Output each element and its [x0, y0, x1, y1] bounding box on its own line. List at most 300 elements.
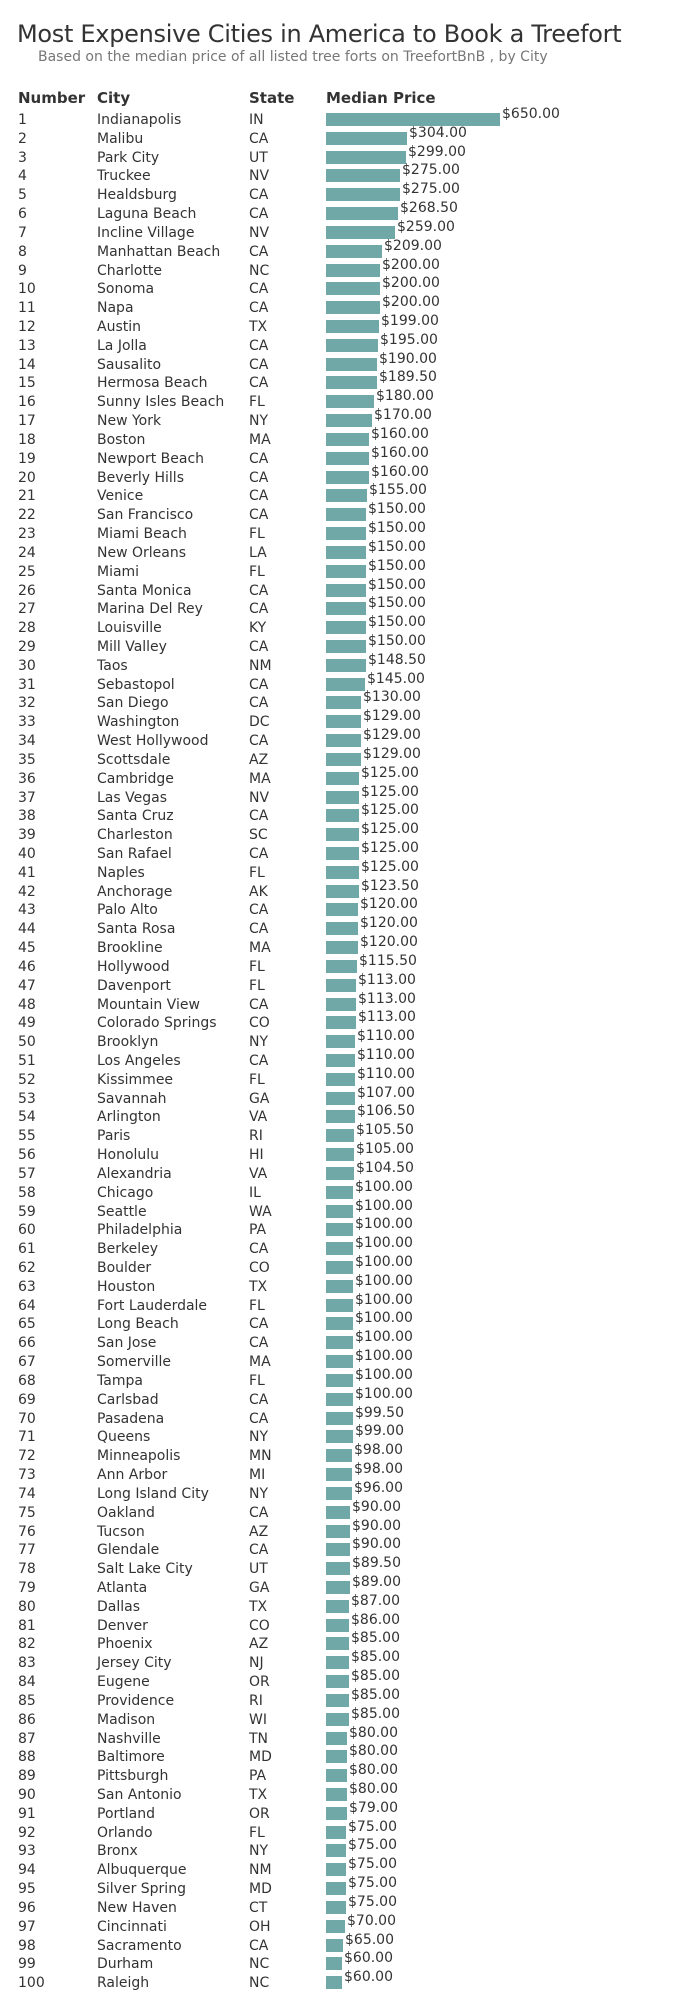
- bar-value-label: $75.00: [348, 1893, 397, 1910]
- row-number: 76: [18, 1523, 36, 1540]
- row-city: Fort Lauderdale: [97, 1297, 208, 1314]
- bar-mark: [326, 207, 398, 220]
- row-number: 53: [18, 1090, 36, 1107]
- bar-value-label: $150.00: [368, 520, 426, 537]
- row-state: CA: [249, 582, 269, 599]
- row-number: 62: [18, 1260, 36, 1277]
- row-city: Oakland: [97, 1504, 155, 1521]
- bar-mark: [326, 546, 366, 559]
- row-city: Pasadena: [97, 1410, 165, 1427]
- row-number: 31: [18, 676, 36, 693]
- bar-mark: [326, 621, 366, 634]
- row-city: Savannah: [97, 1090, 167, 1107]
- bar-mark: [326, 245, 382, 258]
- bar-value-label: $100.00: [355, 1310, 413, 1327]
- row-number: 8: [18, 243, 27, 260]
- row-state: CA: [249, 1241, 269, 1258]
- row-state: FL: [249, 958, 265, 975]
- row-number: 98: [18, 1937, 36, 1954]
- bar-mark: [326, 1468, 352, 1481]
- row-state: CA: [249, 507, 269, 524]
- row-state: VA: [249, 1109, 268, 1126]
- row-number: 11: [18, 300, 36, 317]
- row-city: Truckee: [97, 168, 151, 185]
- bar-value-label: $70.00: [347, 1912, 396, 1929]
- row-city: Pittsburgh: [97, 1768, 169, 1785]
- row-state: CA: [249, 337, 269, 354]
- bar-mark: [326, 1167, 354, 1180]
- row-number: 61: [18, 1241, 36, 1258]
- bar-value-label: $75.00: [348, 1875, 397, 1892]
- bar-value-label: $145.00: [367, 670, 425, 687]
- row-number: 63: [18, 1278, 36, 1295]
- row-city: Berkeley: [97, 1241, 158, 1258]
- column-header-number: Number: [18, 89, 86, 107]
- row-state: NY: [249, 1485, 269, 1502]
- row-number: 2: [18, 130, 27, 147]
- bar-mark: [326, 1148, 354, 1161]
- bar-mark: [326, 320, 379, 333]
- row-city: Sebastopol: [97, 676, 175, 693]
- row-state: NJ: [249, 1655, 264, 1672]
- row-number: 33: [18, 714, 36, 731]
- row-number: 43: [18, 902, 36, 919]
- bar-mark: [326, 376, 377, 389]
- row-state: FL: [249, 1824, 265, 1841]
- row-city: Napa: [97, 300, 134, 317]
- bar-value-label: $100.00: [355, 1366, 413, 1383]
- row-city: Mountain View: [97, 996, 200, 1013]
- bar-mark: [326, 1788, 347, 1801]
- row-state: CA: [249, 1316, 269, 1333]
- row-city: Marina Del Rey: [97, 601, 203, 618]
- row-city: Queens: [97, 1429, 151, 1446]
- row-state: NV: [249, 789, 270, 806]
- bar-value-label: $90.00: [352, 1498, 401, 1515]
- bar-value-label: $100.00: [355, 1329, 413, 1346]
- bar-value-label: $98.00: [354, 1461, 403, 1478]
- bar-mark: [326, 998, 356, 1011]
- bar-mark: [326, 1355, 353, 1368]
- row-number: 24: [18, 544, 36, 561]
- row-state: TN: [249, 1730, 269, 1747]
- bar-mark: [326, 1844, 346, 1857]
- bar-mark: [326, 979, 356, 992]
- row-city: Cambridge: [97, 770, 174, 787]
- row-state: AZ: [249, 751, 269, 768]
- row-number: 88: [18, 1749, 36, 1766]
- row-city: Orlando: [97, 1824, 153, 1841]
- bar-value-label: $90.00: [352, 1536, 401, 1553]
- row-city: Houston: [97, 1278, 156, 1295]
- bar-value-label: $160.00: [371, 444, 429, 461]
- bar-mark: [326, 828, 359, 841]
- row-number: 47: [18, 977, 36, 994]
- bar-mark: [326, 1957, 342, 1970]
- bar-value-label: $120.00: [360, 896, 418, 913]
- bar-value-label: $98.00: [354, 1442, 403, 1459]
- bar-mark: [326, 584, 366, 597]
- bar-value-label: $200.00: [382, 275, 440, 292]
- row-state: CA: [249, 1504, 269, 1521]
- row-state: AZ: [249, 1636, 269, 1653]
- row-number: 7: [18, 224, 27, 241]
- row-number: 38: [18, 808, 36, 825]
- row-state: CA: [249, 488, 269, 505]
- row-number: 100: [18, 1975, 45, 1992]
- bar-value-label: $180.00: [376, 388, 434, 405]
- row-state: CA: [249, 187, 269, 204]
- row-number: 66: [18, 1335, 36, 1352]
- bar-mark: [326, 772, 359, 785]
- bar-mark: [326, 1826, 346, 1839]
- row-city: Santa Rosa: [97, 921, 176, 938]
- bar-value-label: $209.00: [384, 237, 442, 254]
- bar-value-label: $105.50: [356, 1122, 414, 1139]
- bar-mark: [326, 1863, 346, 1876]
- row-number: 85: [18, 1692, 36, 1709]
- bar-mark: [326, 395, 374, 408]
- row-city: Atlanta: [97, 1579, 148, 1596]
- row-number: 75: [18, 1504, 36, 1521]
- row-city: Somerville: [97, 1354, 172, 1371]
- bar-value-label: $86.00: [351, 1611, 400, 1628]
- bar-value-label: $90.00: [352, 1517, 401, 1534]
- bar-mark: [326, 414, 372, 427]
- row-city: Beverly Hills: [97, 469, 184, 486]
- row-number: 69: [18, 1391, 36, 1408]
- bar-mark: [326, 1525, 350, 1538]
- bar-value-label: $189.50: [379, 369, 437, 386]
- row-state: RI: [249, 1692, 263, 1709]
- row-city: Miami Beach: [97, 526, 187, 543]
- bar-value-label: $200.00: [382, 256, 440, 273]
- row-number: 10: [18, 281, 36, 298]
- row-number: 86: [18, 1711, 36, 1728]
- bar-mark: [326, 527, 366, 540]
- row-city: Louisville: [97, 620, 162, 637]
- bar-value-label: $85.00: [351, 1649, 400, 1666]
- row-number: 89: [18, 1768, 36, 1785]
- row-state: NV: [249, 168, 270, 185]
- bar-value-label: $150.00: [368, 614, 426, 631]
- row-state: GA: [249, 1090, 270, 1107]
- bar-mark: [326, 1600, 349, 1613]
- row-number: 70: [18, 1410, 36, 1427]
- row-city: Boulder: [97, 1260, 152, 1277]
- bar-value-label: $125.00: [361, 839, 419, 856]
- bar-mark: [326, 1487, 352, 1500]
- bar-value-label: $129.00: [363, 727, 421, 744]
- row-state: CA: [249, 375, 269, 392]
- row-number: 68: [18, 1372, 36, 1389]
- bar-mark: [326, 1374, 353, 1387]
- row-city: Brooklyn: [97, 1034, 159, 1051]
- row-city: Jersey City: [97, 1655, 172, 1672]
- bar-value-label: $150.00: [368, 557, 426, 574]
- row-state: SC: [249, 827, 268, 844]
- row-number: 57: [18, 1165, 36, 1182]
- bar-mark: [326, 489, 367, 502]
- bar-value-label: $129.00: [363, 708, 421, 725]
- bar-mark: [326, 339, 378, 352]
- row-city: Seattle: [97, 1203, 147, 1220]
- bar-mark: [326, 715, 361, 728]
- row-city: Colorado Springs: [97, 1015, 217, 1032]
- row-city: Laguna Beach: [97, 206, 197, 223]
- bar-value-label: $75.00: [348, 1856, 397, 1873]
- row-number: 20: [18, 469, 36, 486]
- row-state: PA: [249, 1222, 267, 1239]
- row-city: Salt Lake City: [97, 1561, 193, 1578]
- bar-value-label: $60.00: [344, 1950, 393, 1967]
- bar-value-label: $199.00: [381, 313, 439, 330]
- row-number: 54: [18, 1109, 36, 1126]
- row-city: Arlington: [97, 1109, 161, 1126]
- bar-value-label: $155.00: [369, 482, 427, 499]
- bar-value-label: $150.00: [368, 632, 426, 649]
- row-state: FL: [249, 394, 265, 411]
- bar-mark: [326, 753, 361, 766]
- row-state: FL: [249, 526, 265, 543]
- bar-value-label: $113.00: [358, 971, 416, 988]
- row-city: Sunny Isles Beach: [97, 394, 225, 411]
- row-number: 73: [18, 1467, 36, 1484]
- bar-value-label: $195.00: [380, 331, 438, 348]
- bar-mark: [326, 1939, 343, 1952]
- row-city: Santa Cruz: [97, 808, 174, 825]
- row-number: 41: [18, 864, 36, 881]
- bar-value-label: $275.00: [402, 181, 460, 198]
- row-state: NY: [249, 413, 269, 430]
- bar-value-label: $75.00: [348, 1837, 397, 1854]
- bar-value-label: $99.00: [355, 1423, 404, 1440]
- bar-mark: [326, 1299, 353, 1312]
- row-city: Madison: [97, 1711, 156, 1728]
- row-state: UT: [249, 1561, 268, 1578]
- bar-value-label: $125.00: [361, 764, 419, 781]
- bar-value-label: $150.00: [368, 576, 426, 593]
- bar-mark: [326, 602, 366, 615]
- row-city: Las Vegas: [97, 789, 167, 806]
- bar-value-label: $120.00: [360, 934, 418, 951]
- row-state: CA: [249, 450, 269, 467]
- row-number: 94: [18, 1862, 36, 1879]
- bar-value-label: $80.00: [349, 1743, 398, 1760]
- row-number: 78: [18, 1561, 36, 1578]
- row-number: 48: [18, 996, 36, 1013]
- bar-mark: [326, 1110, 355, 1123]
- row-state: FL: [249, 1297, 265, 1314]
- row-number: 5: [18, 187, 27, 204]
- bar-mark: [326, 1449, 352, 1462]
- bar-mark: [326, 1035, 355, 1048]
- row-city: Newport Beach: [97, 450, 205, 467]
- bar-mark: [326, 282, 380, 295]
- bar-value-label: $85.00: [351, 1705, 400, 1722]
- row-city: New York: [97, 413, 162, 430]
- row-number: 67: [18, 1354, 36, 1371]
- bar-value-label: $96.00: [354, 1479, 403, 1496]
- bar-mark: [326, 1619, 349, 1632]
- row-number: 55: [18, 1128, 36, 1145]
- bar-mark: [326, 1016, 356, 1029]
- bar-mark: [326, 1073, 355, 1086]
- bar-mark: [326, 1732, 347, 1745]
- bar-value-label: $110.00: [357, 1047, 415, 1063]
- row-number: 93: [18, 1843, 36, 1860]
- row-number: 37: [18, 789, 36, 806]
- row-number: 95: [18, 1881, 36, 1898]
- bar-value-label: $100.00: [355, 1291, 413, 1308]
- row-state: IN: [249, 112, 264, 128]
- row-city: Bronx: [97, 1843, 138, 1860]
- bar-value-label: $80.00: [349, 1780, 398, 1797]
- row-state: MA: [249, 431, 271, 448]
- bar-mark: [326, 1393, 353, 1406]
- bar-mark: [326, 1242, 353, 1255]
- bar-mark: [326, 264, 380, 277]
- bar-mark: [326, 1261, 353, 1274]
- row-state: FL: [249, 563, 265, 580]
- bar-mark: [326, 1675, 349, 1688]
- row-state: IL: [249, 1184, 261, 1201]
- bar-mark: [326, 151, 406, 164]
- bar-mark: [326, 1223, 353, 1236]
- row-state: CA: [249, 1053, 269, 1069]
- bar-value-label: $123.50: [361, 877, 419, 894]
- bar-value-label: $650.00: [502, 106, 560, 122]
- bar-mark: [326, 508, 366, 521]
- row-number: 25: [18, 563, 36, 580]
- bar-mark: [326, 1412, 353, 1425]
- row-number: 9: [18, 262, 27, 279]
- row-state: NY: [249, 1843, 269, 1860]
- bar-value-label: $113.00: [358, 990, 416, 1007]
- row-state: NV: [249, 224, 270, 241]
- bar-mark: [326, 1562, 350, 1575]
- row-state: MN: [249, 1448, 272, 1465]
- row-number: 46: [18, 958, 36, 975]
- row-city: Sonoma: [97, 281, 155, 298]
- row-city: Long Beach: [97, 1316, 179, 1333]
- row-state: CA: [249, 845, 269, 862]
- row-number: 39: [18, 827, 36, 844]
- row-state: KY: [249, 620, 267, 637]
- row-state: VA: [249, 1165, 268, 1182]
- row-state: TX: [249, 1598, 268, 1615]
- bar-value-label: $299.00: [408, 143, 466, 160]
- row-number: 59: [18, 1203, 36, 1220]
- row-city: Alexandria: [97, 1165, 172, 1182]
- row-state: WA: [249, 1203, 272, 1220]
- bar-mark: [326, 866, 359, 879]
- bar-value-label: $129.00: [363, 745, 421, 762]
- bar-value-label: $89.00: [352, 1573, 401, 1590]
- row-number: 74: [18, 1485, 36, 1502]
- row-city: Hollywood: [97, 958, 170, 975]
- row-city: Baltimore: [97, 1749, 165, 1766]
- row-city: Santa Monica: [97, 582, 192, 599]
- row-city: Healdsburg: [97, 187, 177, 204]
- row-number: 6: [18, 206, 27, 223]
- row-state: OR: [249, 1674, 270, 1691]
- row-number: 18: [18, 431, 36, 448]
- bar-value-label: $275.00: [402, 162, 460, 179]
- row-number: 71: [18, 1429, 36, 1446]
- row-city: Eugene: [97, 1674, 150, 1691]
- bar-mark: [326, 903, 358, 916]
- row-number: 51: [18, 1053, 36, 1069]
- bar-value-label: $100.00: [355, 1197, 413, 1214]
- bar-mark: [326, 1920, 345, 1933]
- row-number: 17: [18, 413, 36, 430]
- row-city: New Orleans: [97, 544, 187, 561]
- row-city: Charleston: [97, 827, 173, 844]
- bar-mark: [326, 1656, 349, 1669]
- row-city: Carlsbad: [97, 1391, 159, 1408]
- row-number: 87: [18, 1730, 36, 1747]
- row-state: DC: [249, 714, 270, 731]
- row-city: Boston: [97, 431, 146, 448]
- row-city: Taos: [97, 657, 128, 674]
- row-number: 34: [18, 733, 36, 750]
- row-city: New Haven: [97, 1899, 177, 1916]
- row-state: NM: [249, 657, 272, 674]
- bar-mark: [326, 1901, 346, 1914]
- bar-value-label: $106.50: [357, 1103, 415, 1120]
- bar-value-label: $113.00: [358, 1009, 416, 1026]
- bar-mark: [326, 1092, 355, 1105]
- row-city: Kissimmee: [97, 1071, 174, 1088]
- row-state: NC: [249, 1975, 270, 1992]
- row-state: CA: [249, 1335, 269, 1352]
- bar-value-label: $85.00: [351, 1686, 400, 1703]
- bar-mark: [326, 1280, 353, 1293]
- row-state: TX: [249, 319, 268, 336]
- row-state: CA: [249, 733, 269, 750]
- row-number: 52: [18, 1071, 36, 1088]
- row-number: 19: [18, 450, 36, 467]
- row-city: Nashville: [97, 1730, 161, 1747]
- row-number: 80: [18, 1598, 36, 1615]
- row-state: CO: [249, 1015, 270, 1032]
- row-state: OR: [249, 1805, 270, 1822]
- row-state: CA: [249, 902, 269, 919]
- row-city: Charlotte: [97, 262, 163, 279]
- bar-value-label: $80.00: [349, 1724, 398, 1741]
- bar-mark: [326, 1054, 355, 1067]
- bar-value-label: $115.50: [359, 952, 417, 969]
- row-city: Palo Alto: [97, 902, 158, 919]
- column-header-city: City: [97, 89, 131, 107]
- row-city: Manhattan Beach: [97, 243, 221, 260]
- bar-mark: [326, 1976, 342, 1989]
- row-state: MD: [249, 1881, 272, 1898]
- row-number: 56: [18, 1147, 36, 1164]
- row-state: AZ: [249, 1523, 269, 1540]
- bar-value-label: $130.00: [363, 689, 421, 706]
- row-number: 64: [18, 1297, 36, 1314]
- bar-value-label: $100.00: [355, 1254, 413, 1271]
- bar-value-label: $105.00: [356, 1141, 414, 1158]
- bar-value-label: $85.00: [351, 1668, 400, 1685]
- row-number: 82: [18, 1636, 36, 1653]
- bar-value-label: $60.00: [344, 1969, 393, 1986]
- bar-value-label: $89.50: [352, 1555, 401, 1572]
- row-number: 45: [18, 940, 36, 957]
- row-state: AK: [249, 883, 268, 900]
